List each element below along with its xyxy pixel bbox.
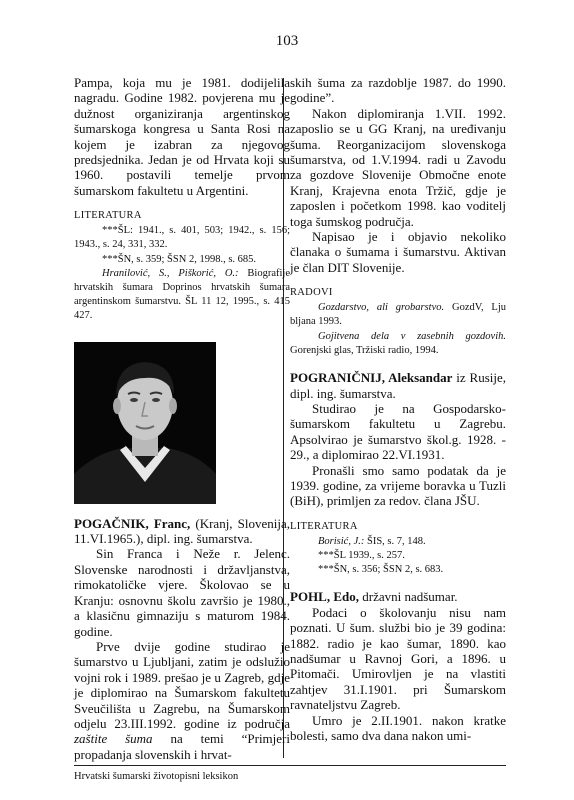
- right-column: [290, 75, 506, 743]
- entry-paragraph: [290, 605, 506, 713]
- entry-paragraph-text: na temi “Primjeri propadanja slovenskih i hrvat-: [74, 731, 290, 762]
- literatura-author: Hranilović, S., Piškorić, O.:: [102, 267, 239, 279]
- body-paragraph: [290, 229, 506, 275]
- radovi-title: Gojitvena dela v zasebnih gozdovih.: [318, 330, 506, 342]
- continued-paragraph: skih šuma za razdoblje 1987. do 1990. godine”.: [290, 75, 506, 106]
- entry-paragraph: [290, 463, 506, 509]
- page-footer: Hrvatski šumarski životopisni leksikon: [74, 771, 239, 782]
- entry-name: POGRANIČNIJ, Aleksandar: [290, 370, 453, 386]
- entry-paragraph-italic: zaštite šuma: [74, 731, 153, 747]
- entry-pogacnik-head: [74, 516, 290, 547]
- literatura-item: ***ŠL 1939., s. 257.: [318, 549, 405, 561]
- entry-head-rest: iz Rusije, dipl. ing. šumarstva.: [290, 370, 507, 401]
- entry-name: POHL, Edo,: [290, 589, 359, 605]
- literatura-author: Borisić, J.:: [318, 535, 365, 547]
- footer-rule: [74, 765, 506, 766]
- intro-paragraph: Pampa, koja mu je 1981. dodijelila nagradu. Godine 1982. povjerena mu je dužnost organiziranja argentinskog šumarskoga kongresa u Santa Rosi na kojem je izabran za njegovog predsjednika. Jedan je od Hrvata koji su 1960. postavili temelje prvom šumarskom fakultetu u Argentini.: [74, 75, 290, 198]
- entry-paragraph-text: Podaci o školovanju nisu nam poznati. U šum. službi bio je 39 godina: 1882. radio je kao šumar, 1890. kao nadšumar u Ravnoj Gori, a 1896. u Pitomači. Umirovljen je na vlastiti zahtjev 31.I.1901. pri Šumarskom ravnateljstvu Zagreb.: [290, 604, 506, 713]
- body-paragraph: [290, 106, 506, 229]
- radovi-rest: GozdV, Lju bljana 1993.: [290, 302, 506, 328]
- page-number: 103: [275, 33, 299, 49]
- literatura-item: ***ŠL: 1941., s. 401, 503; 1942., s. 156; 1943., s. 24, 331, 332.: [74, 225, 290, 251]
- entry-pohl-head: [290, 589, 506, 604]
- entry-paragraph: [74, 639, 290, 762]
- literatura-item: ***ŠN, s. 359; ŠSN 2, 1998., s. 685.: [102, 253, 257, 265]
- entry-paragraph-text: Sin Franca i Neže r. Jelenc. Slovenske narodnosti i državljanstva, rimokatoličke vjere. Školovao se u Kranju: osnovnu školu završio je 1980., a klasičnu gimnaziju s maturom 1984. godine.: [74, 546, 290, 639]
- literatura-item: ***ŠN, s. 356; ŠSN 2, s. 683.: [318, 564, 444, 576]
- radovi-item: [290, 301, 506, 329]
- entry-pogranicnij-head: [290, 370, 506, 401]
- radovi-rest: Gorenjski glas, Tržiski radio, 1994.: [290, 344, 439, 356]
- literatura-author-rest: ŠIS, s. 7, 148.: [364, 535, 426, 547]
- entry-paragraph: [290, 401, 506, 463]
- literatura-author-rest: Biografije hrvatskih šumara Doprinos hrvatskih šumara argentinskom šumarstvu. ŠL 11 12, 1995., s. 415 427.: [74, 267, 291, 322]
- portrait-photo: [74, 342, 216, 504]
- radovi-label: RADOVI: [290, 287, 333, 299]
- entry-paragraph-text: Umro je 2.II.1901. nakon kratke bolesti, samo dva dana nakon umi-: [290, 712, 506, 744]
- literatura-label: LITERATURA: [290, 520, 358, 532]
- portrait-image: [74, 342, 216, 504]
- entry-paragraph: [74, 546, 290, 638]
- left-column: [74, 75, 290, 762]
- literatura-item: [290, 535, 506, 549]
- radovi-title: Gozdarstvo, ali grobarstvo.: [318, 302, 445, 314]
- entry-paragraph-text: Studirao je na Gospodarsko-šumarskom fakultetu u Zagrebu. Apsolvirao je šumarstvo škol.g. 1928. - 29., a diplomirao 22.VI.1931.: [290, 400, 506, 463]
- entry-name: POGAČNIK, Franc,: [74, 515, 191, 531]
- entry-head-rest: državni nadšumar.: [359, 589, 458, 605]
- entry-paragraph-text: Prve dvije godine studirao je šumarstvo u Ljubljani, zatim je odslužio vojni rok i 1989. prešao je u Zagreb, gdje je diplomirao na Šumarskom fakultetu Sveučilišta u Zagrebu, na Šumarskom odjelu 23.III.1992. godine iz područja: [74, 638, 290, 731]
- literatura-item: [74, 267, 290, 324]
- body-paragraph-text: Nakon diplomiranja 1.VII. 1992. zaposlio se u GG Kranj, na uređivanju šuma. Reorganizacijom slovenskoga šumarstva, od 1.V.1994. radi u Zavodu za gozdove Slovenije Območne enote Kranj, Krajevna enota Tržič, gdje je zaposlen i početkom 1998. kao voditelj toga šumskog područja.: [290, 105, 506, 229]
- radovi-item: [290, 330, 506, 358]
- body-paragraph-text: Napisao je i objavio nekoliko članaka o šumama i šumarstvu. Aktivan je član DIT Slovenije.: [290, 229, 506, 275]
- entry-paragraph: [290, 713, 506, 744]
- literatura-label: LITERATURA: [74, 210, 142, 222]
- entry-head-rest: (Kranj, Slovenija, 11.VI.1965.), dipl. ing. šumarstva.: [74, 515, 290, 547]
- entry-paragraph-text: Pronašli smo samo podatak da je 1939. godine, za vrijeme boravka u Tuzli (BiH), primljen za redov. člana JŠU.: [290, 462, 506, 509]
